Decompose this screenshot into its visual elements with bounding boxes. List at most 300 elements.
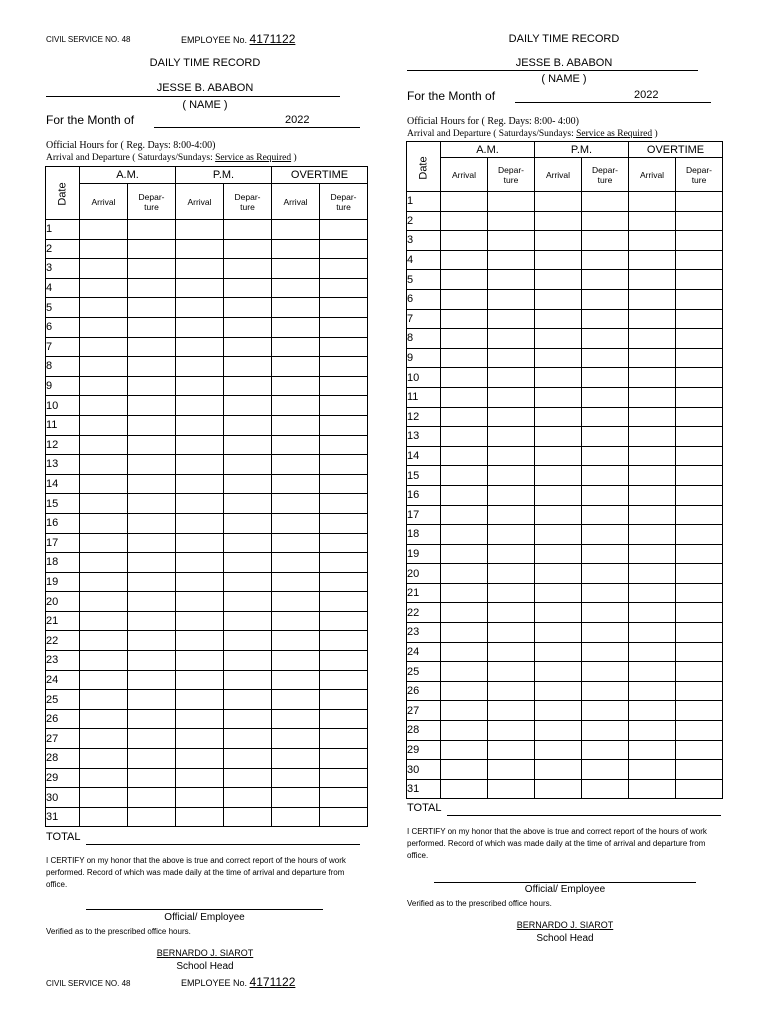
time-entry-cell[interactable] bbox=[272, 690, 320, 710]
time-entry-cell[interactable] bbox=[272, 455, 320, 475]
time-entry-cell[interactable] bbox=[128, 317, 176, 337]
time-entry-cell[interactable] bbox=[488, 544, 535, 564]
time-entry-cell[interactable] bbox=[80, 553, 128, 573]
time-entry-cell[interactable] bbox=[320, 474, 368, 494]
time-entry-cell[interactable] bbox=[224, 709, 272, 729]
time-entry-cell[interactable] bbox=[629, 427, 676, 447]
time-entry-cell[interactable] bbox=[176, 768, 224, 788]
time-entry-cell[interactable] bbox=[582, 662, 629, 682]
time-entry-cell[interactable] bbox=[320, 611, 368, 631]
time-entry-cell[interactable] bbox=[176, 455, 224, 475]
time-entry-cell[interactable] bbox=[676, 662, 723, 682]
time-entry-cell[interactable] bbox=[176, 298, 224, 318]
time-entry-cell[interactable] bbox=[320, 259, 368, 279]
time-entry-cell[interactable] bbox=[176, 494, 224, 514]
time-entry-cell[interactable] bbox=[488, 623, 535, 643]
time-entry-cell[interactable] bbox=[676, 779, 723, 799]
time-entry-cell[interactable] bbox=[441, 642, 488, 662]
time-entry-cell[interactable] bbox=[488, 270, 535, 290]
time-entry-cell[interactable] bbox=[582, 564, 629, 584]
time-entry-cell[interactable] bbox=[441, 740, 488, 760]
time-entry-cell[interactable] bbox=[128, 396, 176, 416]
time-entry-cell[interactable] bbox=[272, 533, 320, 553]
time-entry-cell[interactable] bbox=[176, 729, 224, 749]
time-entry-cell[interactable] bbox=[80, 337, 128, 357]
time-entry-cell[interactable] bbox=[441, 250, 488, 270]
time-entry-cell[interactable] bbox=[80, 415, 128, 435]
time-entry-cell[interactable] bbox=[629, 564, 676, 584]
time-entry-cell[interactable] bbox=[629, 387, 676, 407]
time-entry-cell[interactable] bbox=[676, 623, 723, 643]
time-entry-cell[interactable] bbox=[80, 513, 128, 533]
time-entry-cell[interactable] bbox=[320, 317, 368, 337]
time-entry-cell[interactable] bbox=[80, 396, 128, 416]
time-entry-cell[interactable] bbox=[582, 289, 629, 309]
time-entry-cell[interactable] bbox=[676, 407, 723, 427]
time-entry-cell[interactable] bbox=[80, 690, 128, 710]
time-entry-cell[interactable] bbox=[488, 583, 535, 603]
time-entry-cell[interactable] bbox=[535, 485, 582, 505]
time-entry-cell[interactable] bbox=[128, 572, 176, 592]
time-entry-cell[interactable] bbox=[535, 289, 582, 309]
time-entry-cell[interactable] bbox=[272, 317, 320, 337]
time-entry-cell[interactable] bbox=[272, 709, 320, 729]
time-entry-cell[interactable] bbox=[629, 721, 676, 741]
time-entry-cell[interactable] bbox=[488, 662, 535, 682]
time-entry-cell[interactable] bbox=[224, 376, 272, 396]
time-entry-cell[interactable] bbox=[676, 760, 723, 780]
time-entry-cell[interactable] bbox=[224, 533, 272, 553]
time-entry-cell[interactable] bbox=[629, 211, 676, 231]
time-entry-cell[interactable] bbox=[676, 564, 723, 584]
time-entry-cell[interactable] bbox=[582, 681, 629, 701]
time-entry-cell[interactable] bbox=[224, 631, 272, 651]
time-entry-cell[interactable] bbox=[272, 396, 320, 416]
time-entry-cell[interactable] bbox=[224, 729, 272, 749]
time-entry-cell[interactable] bbox=[176, 651, 224, 671]
time-entry-cell[interactable] bbox=[272, 513, 320, 533]
time-entry-cell[interactable] bbox=[320, 278, 368, 298]
time-entry-cell[interactable] bbox=[224, 592, 272, 612]
time-entry-cell[interactable] bbox=[582, 485, 629, 505]
time-entry-cell[interactable] bbox=[320, 494, 368, 514]
time-entry-cell[interactable] bbox=[582, 505, 629, 525]
time-entry-cell[interactable] bbox=[80, 455, 128, 475]
time-entry-cell[interactable] bbox=[176, 690, 224, 710]
time-entry-cell[interactable] bbox=[629, 701, 676, 721]
time-entry-cell[interactable] bbox=[582, 270, 629, 290]
time-entry-cell[interactable] bbox=[441, 623, 488, 643]
time-entry-cell[interactable] bbox=[629, 270, 676, 290]
time-entry-cell[interactable] bbox=[272, 768, 320, 788]
time-entry-cell[interactable] bbox=[272, 729, 320, 749]
time-entry-cell[interactable] bbox=[488, 446, 535, 466]
time-entry-cell[interactable] bbox=[224, 513, 272, 533]
time-entry-cell[interactable] bbox=[676, 740, 723, 760]
time-entry-cell[interactable] bbox=[676, 309, 723, 329]
time-entry-cell[interactable] bbox=[176, 572, 224, 592]
time-entry-cell[interactable] bbox=[224, 278, 272, 298]
time-entry-cell[interactable] bbox=[488, 505, 535, 525]
time-entry-cell[interactable] bbox=[535, 231, 582, 251]
time-entry-cell[interactable] bbox=[80, 670, 128, 690]
time-entry-cell[interactable] bbox=[676, 681, 723, 701]
time-entry-cell[interactable] bbox=[629, 289, 676, 309]
time-entry-cell[interactable] bbox=[676, 270, 723, 290]
time-entry-cell[interactable] bbox=[488, 466, 535, 486]
time-entry-cell[interactable] bbox=[488, 250, 535, 270]
time-entry-cell[interactable] bbox=[128, 337, 176, 357]
time-entry-cell[interactable] bbox=[128, 494, 176, 514]
time-entry-cell[interactable] bbox=[224, 749, 272, 769]
time-entry-cell[interactable] bbox=[128, 788, 176, 808]
time-entry-cell[interactable] bbox=[224, 670, 272, 690]
time-entry-cell[interactable] bbox=[488, 525, 535, 545]
time-entry-cell[interactable] bbox=[80, 592, 128, 612]
time-entry-cell[interactable] bbox=[128, 376, 176, 396]
time-entry-cell[interactable] bbox=[224, 396, 272, 416]
time-entry-cell[interactable] bbox=[272, 788, 320, 808]
time-entry-cell[interactable] bbox=[629, 681, 676, 701]
time-entry-cell[interactable] bbox=[441, 407, 488, 427]
time-entry-cell[interactable] bbox=[441, 779, 488, 799]
time-entry-cell[interactable] bbox=[582, 740, 629, 760]
time-entry-cell[interactable] bbox=[629, 329, 676, 349]
time-entry-cell[interactable] bbox=[224, 553, 272, 573]
time-entry-cell[interactable] bbox=[128, 259, 176, 279]
time-entry-cell[interactable] bbox=[582, 760, 629, 780]
time-entry-cell[interactable] bbox=[80, 317, 128, 337]
time-entry-cell[interactable] bbox=[320, 513, 368, 533]
time-entry-cell[interactable] bbox=[535, 211, 582, 231]
time-entry-cell[interactable] bbox=[488, 779, 535, 799]
time-entry-cell[interactable] bbox=[535, 250, 582, 270]
time-entry-cell[interactable] bbox=[128, 611, 176, 631]
time-entry-cell[interactable] bbox=[629, 348, 676, 368]
time-entry-cell[interactable] bbox=[488, 368, 535, 388]
time-entry-cell[interactable] bbox=[535, 387, 582, 407]
time-entry-cell[interactable] bbox=[80, 611, 128, 631]
time-entry-cell[interactable] bbox=[176, 788, 224, 808]
time-entry-cell[interactable] bbox=[676, 642, 723, 662]
time-entry-cell[interactable] bbox=[488, 740, 535, 760]
time-entry-cell[interactable] bbox=[272, 494, 320, 514]
time-entry-cell[interactable] bbox=[128, 749, 176, 769]
time-entry-cell[interactable] bbox=[535, 564, 582, 584]
time-entry-cell[interactable] bbox=[488, 348, 535, 368]
time-entry-cell[interactable] bbox=[80, 357, 128, 377]
time-entry-cell[interactable] bbox=[80, 533, 128, 553]
time-entry-cell[interactable] bbox=[582, 642, 629, 662]
time-entry-cell[interactable] bbox=[176, 474, 224, 494]
time-entry-cell[interactable] bbox=[535, 407, 582, 427]
time-entry-cell[interactable] bbox=[176, 709, 224, 729]
time-entry-cell[interactable] bbox=[582, 701, 629, 721]
time-entry-cell[interactable] bbox=[676, 231, 723, 251]
time-entry-cell[interactable] bbox=[80, 807, 128, 827]
time-entry-cell[interactable] bbox=[441, 289, 488, 309]
time-entry-cell[interactable] bbox=[224, 259, 272, 279]
time-entry-cell[interactable] bbox=[582, 407, 629, 427]
time-entry-cell[interactable] bbox=[676, 603, 723, 623]
time-entry-cell[interactable] bbox=[441, 701, 488, 721]
time-entry-cell[interactable] bbox=[224, 435, 272, 455]
time-entry-cell[interactable] bbox=[128, 690, 176, 710]
time-entry-cell[interactable] bbox=[224, 337, 272, 357]
time-entry-cell[interactable] bbox=[176, 553, 224, 573]
time-entry-cell[interactable] bbox=[224, 690, 272, 710]
time-entry-cell[interactable] bbox=[80, 709, 128, 729]
time-entry-cell[interactable] bbox=[441, 446, 488, 466]
time-entry-cell[interactable] bbox=[441, 603, 488, 623]
time-entry-cell[interactable] bbox=[272, 474, 320, 494]
time-entry-cell[interactable] bbox=[535, 466, 582, 486]
time-entry-cell[interactable] bbox=[128, 729, 176, 749]
time-entry-cell[interactable] bbox=[629, 525, 676, 545]
time-entry-cell[interactable] bbox=[176, 631, 224, 651]
time-entry-cell[interactable] bbox=[320, 651, 368, 671]
time-entry-cell[interactable] bbox=[488, 407, 535, 427]
time-entry-cell[interactable] bbox=[535, 446, 582, 466]
time-entry-cell[interactable] bbox=[176, 396, 224, 416]
time-entry-cell[interactable] bbox=[629, 407, 676, 427]
time-entry-cell[interactable] bbox=[582, 387, 629, 407]
time-entry-cell[interactable] bbox=[176, 807, 224, 827]
time-entry-cell[interactable] bbox=[676, 192, 723, 212]
time-entry-cell[interactable] bbox=[224, 788, 272, 808]
time-entry-cell[interactable] bbox=[224, 651, 272, 671]
time-entry-cell[interactable] bbox=[676, 368, 723, 388]
time-entry-cell[interactable] bbox=[488, 681, 535, 701]
time-entry-cell[interactable] bbox=[582, 779, 629, 799]
time-entry-cell[interactable] bbox=[535, 544, 582, 564]
time-entry-cell[interactable] bbox=[128, 298, 176, 318]
time-entry-cell[interactable] bbox=[629, 642, 676, 662]
time-entry-cell[interactable] bbox=[676, 485, 723, 505]
time-entry-cell[interactable] bbox=[676, 289, 723, 309]
time-entry-cell[interactable] bbox=[676, 250, 723, 270]
time-entry-cell[interactable] bbox=[535, 642, 582, 662]
time-entry-cell[interactable] bbox=[176, 317, 224, 337]
time-entry-cell[interactable] bbox=[582, 721, 629, 741]
time-entry-cell[interactable] bbox=[272, 415, 320, 435]
time-entry-cell[interactable] bbox=[80, 278, 128, 298]
time-entry-cell[interactable] bbox=[676, 427, 723, 447]
time-entry-cell[interactable] bbox=[320, 533, 368, 553]
time-entry-cell[interactable] bbox=[128, 533, 176, 553]
time-entry-cell[interactable] bbox=[176, 749, 224, 769]
time-entry-cell[interactable] bbox=[676, 466, 723, 486]
time-entry-cell[interactable] bbox=[629, 466, 676, 486]
time-entry-cell[interactable] bbox=[272, 435, 320, 455]
time-entry-cell[interactable] bbox=[80, 239, 128, 259]
time-entry-cell[interactable] bbox=[176, 239, 224, 259]
time-entry-cell[interactable] bbox=[272, 298, 320, 318]
time-entry-cell[interactable] bbox=[629, 760, 676, 780]
time-entry-cell[interactable] bbox=[320, 592, 368, 612]
time-entry-cell[interactable] bbox=[176, 435, 224, 455]
time-entry-cell[interactable] bbox=[676, 348, 723, 368]
time-entry-cell[interactable] bbox=[441, 466, 488, 486]
time-entry-cell[interactable] bbox=[535, 760, 582, 780]
time-entry-cell[interactable] bbox=[535, 721, 582, 741]
time-entry-cell[interactable] bbox=[488, 701, 535, 721]
time-entry-cell[interactable] bbox=[272, 670, 320, 690]
time-entry-cell[interactable] bbox=[441, 662, 488, 682]
time-entry-cell[interactable] bbox=[582, 192, 629, 212]
time-entry-cell[interactable] bbox=[488, 642, 535, 662]
time-entry-cell[interactable] bbox=[582, 583, 629, 603]
time-entry-cell[interactable] bbox=[128, 709, 176, 729]
time-entry-cell[interactable] bbox=[582, 211, 629, 231]
time-entry-cell[interactable] bbox=[629, 485, 676, 505]
time-entry-cell[interactable] bbox=[320, 376, 368, 396]
time-entry-cell[interactable] bbox=[320, 220, 368, 240]
time-entry-cell[interactable] bbox=[629, 623, 676, 643]
time-entry-cell[interactable] bbox=[80, 651, 128, 671]
time-entry-cell[interactable] bbox=[80, 494, 128, 514]
time-entry-cell[interactable] bbox=[535, 348, 582, 368]
time-entry-cell[interactable] bbox=[535, 329, 582, 349]
time-entry-cell[interactable] bbox=[441, 564, 488, 584]
time-entry-cell[interactable] bbox=[320, 729, 368, 749]
time-entry-cell[interactable] bbox=[676, 544, 723, 564]
time-entry-cell[interactable] bbox=[629, 309, 676, 329]
time-entry-cell[interactable] bbox=[80, 220, 128, 240]
time-entry-cell[interactable] bbox=[320, 807, 368, 827]
time-entry-cell[interactable] bbox=[488, 231, 535, 251]
time-entry-cell[interactable] bbox=[176, 337, 224, 357]
time-entry-cell[interactable] bbox=[80, 749, 128, 769]
time-entry-cell[interactable] bbox=[128, 357, 176, 377]
time-entry-cell[interactable] bbox=[535, 583, 582, 603]
time-entry-cell[interactable] bbox=[582, 250, 629, 270]
time-entry-cell[interactable] bbox=[582, 466, 629, 486]
time-entry-cell[interactable] bbox=[582, 231, 629, 251]
time-entry-cell[interactable] bbox=[128, 768, 176, 788]
time-entry-cell[interactable] bbox=[320, 709, 368, 729]
time-entry-cell[interactable] bbox=[441, 681, 488, 701]
time-entry-cell[interactable] bbox=[629, 740, 676, 760]
time-entry-cell[interactable] bbox=[629, 779, 676, 799]
time-entry-cell[interactable] bbox=[629, 662, 676, 682]
time-entry-cell[interactable] bbox=[80, 259, 128, 279]
time-entry-cell[interactable] bbox=[224, 298, 272, 318]
time-entry-cell[interactable] bbox=[629, 544, 676, 564]
time-entry-cell[interactable] bbox=[441, 231, 488, 251]
time-entry-cell[interactable] bbox=[582, 348, 629, 368]
time-entry-cell[interactable] bbox=[535, 740, 582, 760]
time-entry-cell[interactable] bbox=[488, 289, 535, 309]
time-entry-cell[interactable] bbox=[272, 651, 320, 671]
time-entry-cell[interactable] bbox=[629, 250, 676, 270]
time-entry-cell[interactable] bbox=[629, 192, 676, 212]
time-entry-cell[interactable] bbox=[320, 396, 368, 416]
time-entry-cell[interactable] bbox=[441, 270, 488, 290]
time-entry-cell[interactable] bbox=[272, 376, 320, 396]
time-entry-cell[interactable] bbox=[441, 329, 488, 349]
time-entry-cell[interactable] bbox=[128, 513, 176, 533]
time-entry-cell[interactable] bbox=[176, 533, 224, 553]
time-entry-cell[interactable] bbox=[128, 474, 176, 494]
time-entry-cell[interactable] bbox=[80, 729, 128, 749]
time-entry-cell[interactable] bbox=[535, 192, 582, 212]
time-entry-cell[interactable] bbox=[224, 239, 272, 259]
time-entry-cell[interactable] bbox=[176, 592, 224, 612]
time-entry-cell[interactable] bbox=[224, 317, 272, 337]
time-entry-cell[interactable] bbox=[582, 368, 629, 388]
time-entry-cell[interactable] bbox=[488, 211, 535, 231]
time-entry-cell[interactable] bbox=[488, 564, 535, 584]
time-entry-cell[interactable] bbox=[535, 368, 582, 388]
time-entry-cell[interactable] bbox=[441, 505, 488, 525]
time-entry-cell[interactable] bbox=[535, 525, 582, 545]
time-entry-cell[interactable] bbox=[320, 357, 368, 377]
time-entry-cell[interactable] bbox=[441, 309, 488, 329]
time-entry-cell[interactable] bbox=[128, 807, 176, 827]
time-entry-cell[interactable] bbox=[488, 309, 535, 329]
time-entry-cell[interactable] bbox=[176, 278, 224, 298]
time-entry-cell[interactable] bbox=[582, 623, 629, 643]
time-entry-cell[interactable] bbox=[80, 631, 128, 651]
time-entry-cell[interactable] bbox=[224, 474, 272, 494]
time-entry-cell[interactable] bbox=[535, 603, 582, 623]
time-entry-cell[interactable] bbox=[535, 427, 582, 447]
time-entry-cell[interactable] bbox=[441, 192, 488, 212]
time-entry-cell[interactable] bbox=[128, 415, 176, 435]
time-entry-cell[interactable] bbox=[629, 505, 676, 525]
time-entry-cell[interactable] bbox=[582, 603, 629, 623]
time-entry-cell[interactable] bbox=[441, 485, 488, 505]
time-entry-cell[interactable] bbox=[488, 387, 535, 407]
time-entry-cell[interactable] bbox=[676, 211, 723, 231]
time-entry-cell[interactable] bbox=[272, 592, 320, 612]
time-entry-cell[interactable] bbox=[676, 446, 723, 466]
time-entry-cell[interactable] bbox=[272, 572, 320, 592]
time-entry-cell[interactable] bbox=[535, 681, 582, 701]
time-entry-cell[interactable] bbox=[629, 583, 676, 603]
time-entry-cell[interactable] bbox=[488, 603, 535, 623]
time-entry-cell[interactable] bbox=[272, 611, 320, 631]
time-entry-cell[interactable] bbox=[535, 662, 582, 682]
time-entry-cell[interactable] bbox=[272, 239, 320, 259]
time-entry-cell[interactable] bbox=[441, 760, 488, 780]
time-entry-cell[interactable] bbox=[320, 749, 368, 769]
time-entry-cell[interactable] bbox=[224, 455, 272, 475]
time-entry-cell[interactable] bbox=[629, 368, 676, 388]
time-entry-cell[interactable] bbox=[582, 309, 629, 329]
time-entry-cell[interactable] bbox=[224, 494, 272, 514]
time-entry-cell[interactable] bbox=[176, 376, 224, 396]
time-entry-cell[interactable] bbox=[128, 455, 176, 475]
time-entry-cell[interactable] bbox=[320, 572, 368, 592]
time-entry-cell[interactable] bbox=[676, 505, 723, 525]
time-entry-cell[interactable] bbox=[320, 670, 368, 690]
time-entry-cell[interactable] bbox=[582, 427, 629, 447]
time-entry-cell[interactable] bbox=[80, 376, 128, 396]
time-entry-cell[interactable] bbox=[441, 721, 488, 741]
time-entry-cell[interactable] bbox=[629, 446, 676, 466]
time-entry-cell[interactable] bbox=[272, 278, 320, 298]
time-entry-cell[interactable] bbox=[488, 192, 535, 212]
time-entry-cell[interactable] bbox=[176, 220, 224, 240]
time-entry-cell[interactable] bbox=[272, 631, 320, 651]
time-entry-cell[interactable] bbox=[224, 357, 272, 377]
time-entry-cell[interactable] bbox=[128, 631, 176, 651]
time-entry-cell[interactable] bbox=[80, 435, 128, 455]
time-entry-cell[interactable] bbox=[488, 485, 535, 505]
time-entry-cell[interactable] bbox=[128, 670, 176, 690]
